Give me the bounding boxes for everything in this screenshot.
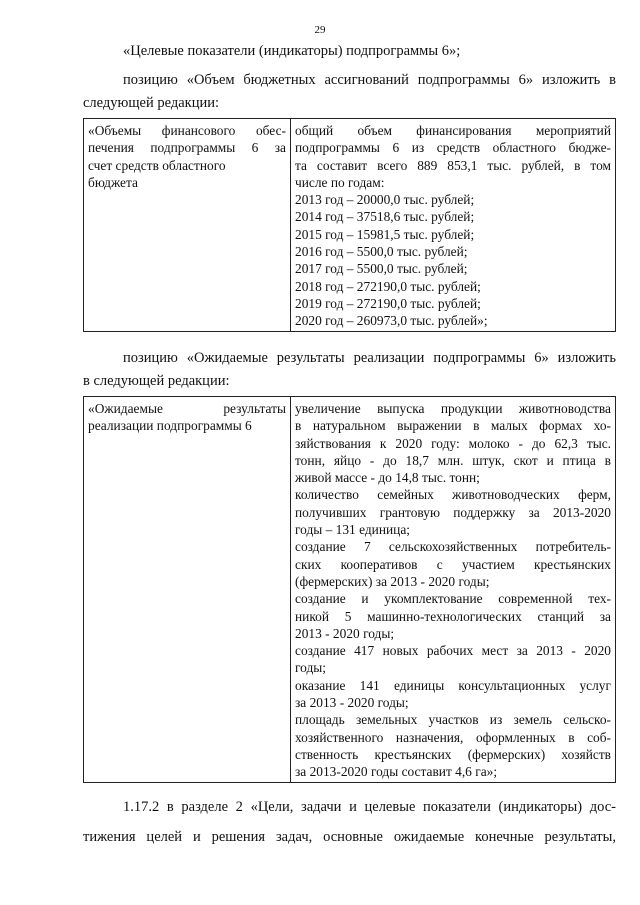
results-value-cell: [291, 397, 616, 783]
results-value-line: за 2013-2020 годы составит 4,6 га»;: [295, 764, 498, 780]
results-value-line: увеличение выпуска продукции животноводства: [295, 401, 611, 416]
budget-label-cell: [84, 119, 291, 332]
results-value-line: ских кооперативов с участием крестьянских: [295, 556, 611, 572]
budget-table-row: [84, 119, 616, 332]
intro-line: «Целевые показатели (индикаторы) подпрограммы 6»;: [123, 43, 461, 59]
budget-value-line: общий объем финансирования мероприятий: [295, 123, 611, 138]
results-value-line: количество семейных животноводческих ферм,: [295, 487, 611, 503]
position-1-line-2: следующей редакции:: [83, 95, 220, 111]
position-2-line-2: в следующей редакции:: [83, 373, 230, 389]
budget-label-line: бюджета: [88, 174, 138, 190]
results-table: [83, 396, 616, 783]
results-value-line: в натуральном выражении в малых формах хо-: [295, 418, 611, 434]
results-value-line: годы – 131 единица;: [295, 522, 411, 538]
results-value-line: создание и укомплектование современной тех-: [295, 591, 611, 607]
budget-value-cell: [291, 119, 616, 332]
results-value-line: никой 5 машинно-технологических станций за: [295, 608, 611, 624]
position-2-line-1: позицию «Ожидаемые результаты реализации подпрограммы 6» изложить: [123, 350, 616, 366]
budget-label-line: «Объемы финансового обес-: [88, 123, 286, 138]
budget-year-2019: 2019 год – 272190,0 тыс. рублей;: [295, 295, 481, 311]
results-value-line: получивших грантовую поддержку за 2013-2020: [295, 504, 611, 520]
budget-year-2015: 2015 год – 15981,5 тыс. рублей;: [295, 226, 475, 242]
section-line-2: тижения целей и решения задач, основные ожидаемые конечные результаты,: [83, 829, 616, 845]
budget-year-2017: 2017 год – 5500,0 тыс. рублей;: [295, 261, 468, 277]
results-value-line: создание 7 сельскохозяйственных потребитель-: [295, 539, 611, 555]
budget-label-line: печения подпрограммы 6 за: [88, 140, 286, 156]
budget-year-2014: 2014 год – 37518,6 тыс. рублей;: [295, 209, 475, 225]
results-value-line: тонн, яйцо - до 18,7 млн. штук, скот и птица в: [295, 452, 611, 468]
results-value-line: зяйствования к 2020 году: молоко - до 62,3 тыс.: [295, 435, 611, 451]
results-label-line: реализации подпрограммы 6: [88, 418, 252, 434]
budget-year-2020: 2020 год – 260973,0 тыс. рублей»;: [295, 313, 488, 329]
results-label-cell: [84, 397, 291, 783]
budget-value-line: та составит всего 889 853,1 тыс. рублей, в том: [295, 157, 611, 173]
budget-year-2018: 2018 год – 272190,0 тыс. рублей;: [295, 278, 481, 294]
results-value-line: площадь земельных участков из земель сельско-: [295, 712, 611, 728]
budget-label-line: счет средств областного: [88, 157, 226, 173]
page-number: 29: [314, 24, 326, 36]
results-label-line: «Ожидаемые результаты: [88, 401, 286, 416]
results-value-line: оказание 141 единицы консультационных услуг: [295, 677, 611, 693]
results-value-line: (фермерских) за 2013 - 2020 годы;: [295, 573, 490, 589]
results-value-line: за 2013 - 2020 годы;: [295, 695, 409, 711]
budget-year-2016: 2016 год – 5500,0 тыс. рублей;: [295, 244, 468, 260]
results-value-line: годы;: [295, 660, 326, 676]
results-table-row: [84, 397, 616, 783]
results-value-line: ственность крестьянских (фермерских) хозяйств: [295, 746, 611, 762]
budget-value-line: подпрограммы 6 из средств областного бюдже-: [295, 140, 611, 156]
budget-year-2013: 2013 год – 20000,0 тыс. рублей;: [295, 192, 475, 208]
position-1-line-1: позицию «Объем бюджетных ассигнований подпрограммы 6» изложить в: [123, 72, 616, 88]
results-value-line: 2013 - 2020 годы;: [295, 625, 395, 641]
results-value-line: хозяйственного назначения, оформленных в соб-: [295, 729, 611, 745]
budget-value-line: числе по годам:: [295, 174, 385, 190]
results-value-line: живой массе - до 14,8 тыс. тонн;: [295, 470, 480, 486]
section-line-1: 1.17.2 в разделе 2 «Цели, задачи и целевые показатели (индикаторы) дос-: [123, 799, 616, 815]
budget-table: [83, 118, 616, 332]
results-value-line: создание 417 новых рабочих мест за 2013 - 2020: [295, 643, 611, 659]
